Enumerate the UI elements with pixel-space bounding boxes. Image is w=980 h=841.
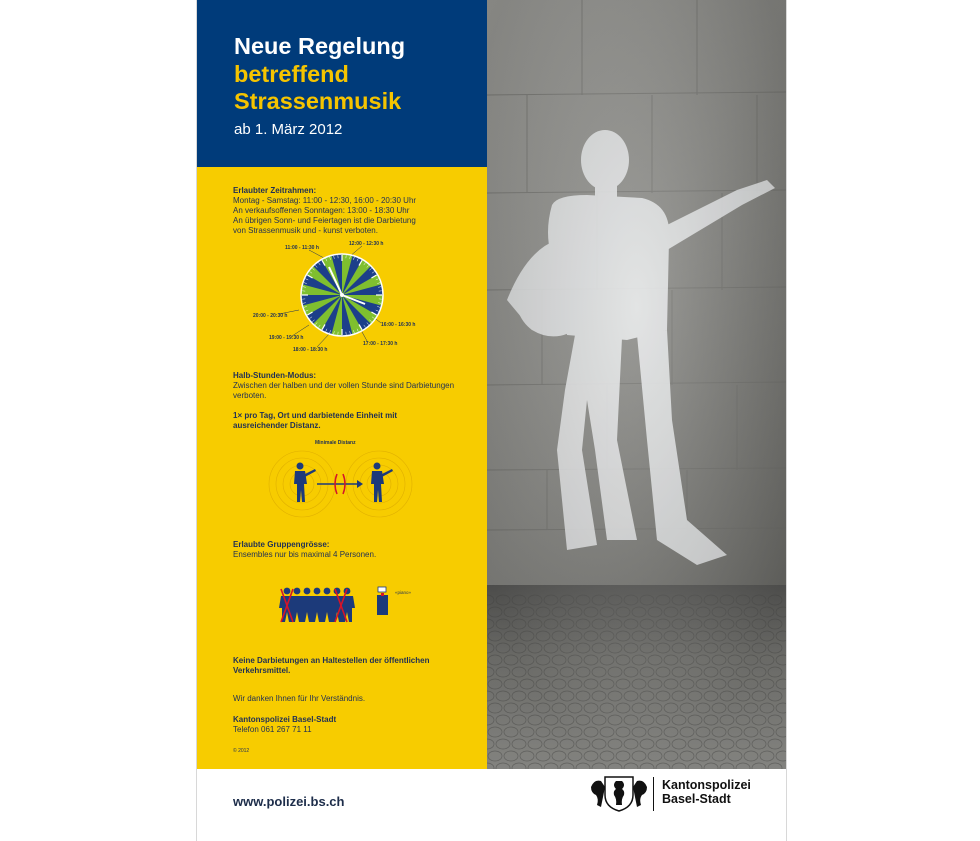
no-bus-line: Keine Darbietungen an Haltestellen der öffentlichen bbox=[233, 656, 430, 665]
once-line: 1× pro Tag, Ort und darbietende Einheit mit bbox=[233, 411, 398, 420]
timeframe-line: Montag - Samstag: 11:00 - 12:30, 16:00 - 20:30 Uhr bbox=[233, 196, 417, 205]
logo-divider bbox=[653, 777, 654, 811]
contact-phone: Telefon 061 267 71 11 bbox=[233, 725, 312, 734]
no-bus-section bbox=[233, 656, 429, 676]
contact-org: Kantonspolizei Basel-Stadt bbox=[233, 715, 337, 724]
halfhour-section bbox=[233, 371, 454, 401]
halfhour-line: Zwischen der halben und der vollen Stunde sind Darbietungen bbox=[233, 381, 455, 390]
contact-block bbox=[233, 715, 336, 735]
no-bus-line: Verkehrsmittel. bbox=[233, 666, 291, 675]
clock-label-1700: 17:00 - 17:30 h bbox=[363, 341, 398, 347]
info-panel bbox=[197, 167, 487, 769]
piano-label: «piano» bbox=[395, 590, 412, 595]
clock-label-2000: 20:00 - 20:30 h bbox=[253, 313, 288, 319]
group-heading: Erlaubte Gruppengrösse: bbox=[233, 540, 330, 549]
clock-label-1100: 11:00 - 11:30 h bbox=[285, 245, 319, 251]
page-title bbox=[234, 33, 405, 116]
logo-line-2: Basel-Stadt bbox=[662, 792, 731, 806]
website-link[interactable]: www.polizei.bs.ch bbox=[233, 794, 345, 809]
effective-date: ab 1. März 2012 bbox=[234, 121, 343, 138]
busker-photo bbox=[487, 0, 786, 769]
timeframe-line: An übrigen Sonn- und Feiertagen ist die Darbietung bbox=[233, 216, 416, 225]
police-logo-text bbox=[662, 778, 751, 806]
timeframe-section bbox=[233, 186, 416, 236]
piano-finger-icon bbox=[377, 587, 388, 615]
timeframe-line: An verkaufsoffenen Sonntagen: 13:00 - 18:30 Uhr bbox=[233, 206, 410, 215]
group-section bbox=[233, 540, 376, 560]
title-line-2: betreffend bbox=[234, 60, 349, 87]
basel-crest-icon bbox=[589, 773, 649, 813]
clock-label-1800: 18:00 - 18:30 h bbox=[293, 347, 328, 353]
distance-diagram bbox=[257, 446, 427, 522]
once-line: ausreichender Distanz. bbox=[233, 421, 321, 430]
poster bbox=[196, 0, 787, 841]
clock-diagram bbox=[197, 237, 487, 362]
timeframe-heading: Erlaubter Zeitrahmen: bbox=[233, 186, 317, 195]
distance-label: Minimale Distanz bbox=[315, 440, 356, 446]
clock-label-1900: 19:00 - 19:30 h bbox=[269, 335, 304, 341]
clock-label-1600: 16:00 - 16:30 h bbox=[381, 322, 416, 328]
title-line-3: Strassenmusik bbox=[234, 88, 402, 114]
group-text: Ensembles nur bis maximal 4 Personen. bbox=[233, 550, 377, 559]
halfhour-line: verboten. bbox=[233, 391, 267, 400]
footer bbox=[197, 769, 786, 841]
halfhour-heading: Halb-Stunden-Modus: bbox=[233, 371, 317, 380]
header-panel bbox=[197, 0, 487, 167]
timeframe-line: von Strassenmusik und - kunst verboten. bbox=[233, 226, 378, 235]
title-line-1: Neue Regelung bbox=[234, 33, 406, 59]
clock-label-1200: 12:00 - 12:30 h bbox=[349, 241, 384, 247]
copyright: © 2012 bbox=[233, 748, 250, 754]
thanks-text: Wir danken Ihnen für Ihr Verständnis. bbox=[233, 694, 366, 703]
group-diagram bbox=[277, 577, 457, 629]
logo-line-1: Kantonspolizei bbox=[662, 778, 751, 792]
once-per-day-section bbox=[233, 411, 397, 431]
